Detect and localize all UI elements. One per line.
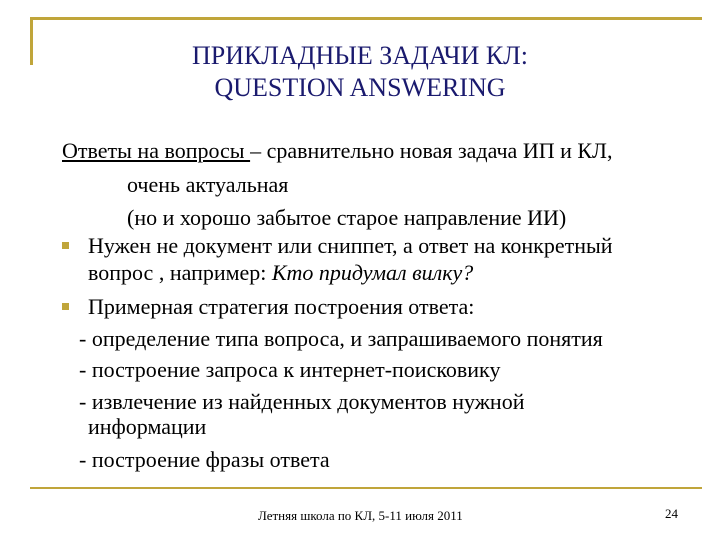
step-line: - построение фразы ответа (79, 447, 330, 472)
frame-bottom-line (30, 487, 702, 489)
bullet2-line1: Примерная стратегия построения ответа: (88, 294, 475, 319)
intro-rest: – сравнительно новая задача ИП и КЛ, (250, 138, 613, 163)
bullet-square-icon (62, 303, 69, 310)
intro-line3: (но и хорошо забытое старое направление ИИ) (127, 205, 567, 230)
bullet1-line2 (88, 260, 473, 286)
frame-top-line (30, 17, 702, 20)
step-line: информации (88, 414, 207, 439)
slide-title-line1: ПРИКЛАДНЫЕ ЗАДАЧИ КЛ: (191, 41, 529, 70)
page-number: 24 (665, 506, 678, 521)
intro-line1 (62, 138, 612, 164)
bullet1-line2-prefix: вопрос , например: (88, 260, 272, 285)
step-line: - определение типа вопроса, и запрашиваемого понятия (79, 326, 603, 351)
intro-line2: очень актуальная (127, 172, 289, 197)
slide-title-line2: QUESTION ANSWERING (214, 73, 506, 102)
bullet1-line2-italic: Кто придумал вилку? (271, 260, 474, 285)
intro-underlined: Ответы на вопросы (62, 138, 251, 163)
bullet-square-icon (62, 242, 69, 249)
step-line: - построение запроса к интернет-поисковику (79, 357, 501, 382)
step-line: - извлечение из найденных документов нужной (79, 389, 525, 414)
slide-title (0, 40, 720, 104)
footer-text: Летняя школа по КЛ, 5-11 июля 2011 (258, 508, 463, 523)
bullet1-line1: Нужен не документ или сниппет, а ответ на конкретный (88, 233, 613, 258)
